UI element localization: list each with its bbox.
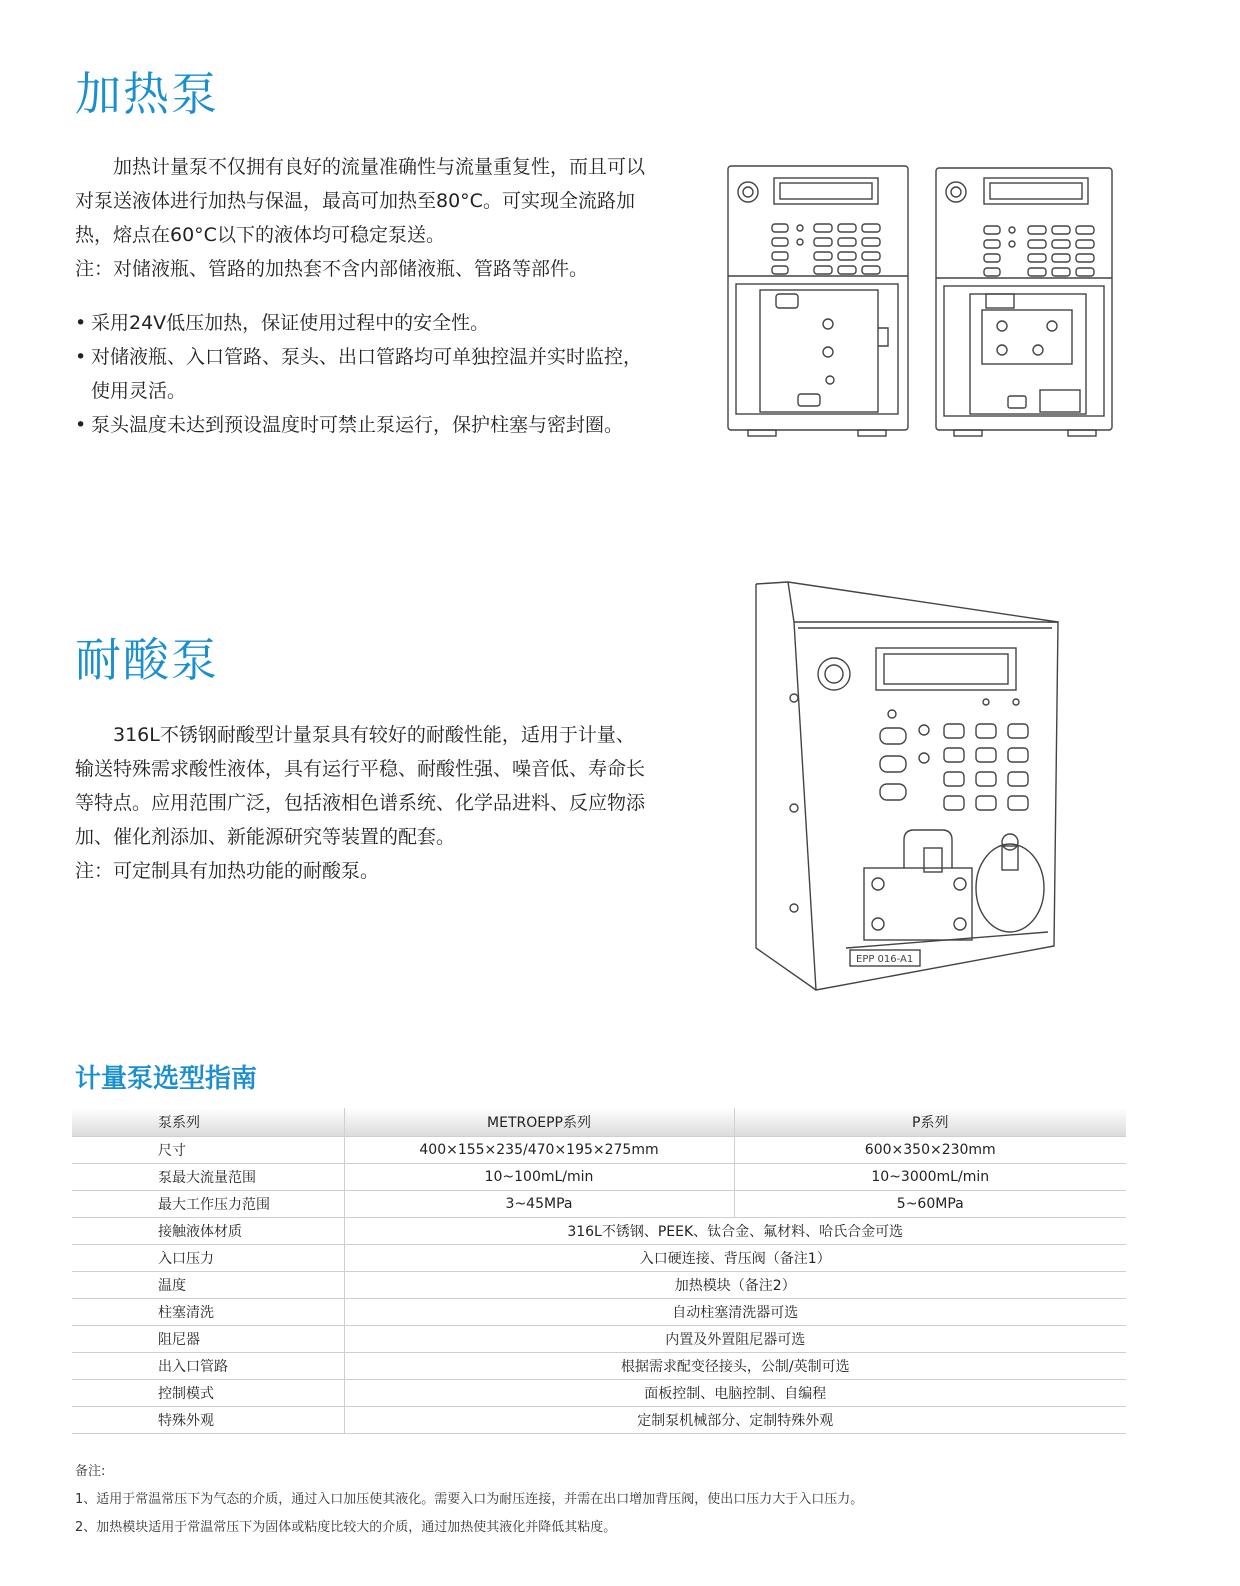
heating-title: 加热泵 <box>75 67 219 121</box>
acid-note: 注：可定制具有加热功能的耐酸泵。 <box>75 860 380 882</box>
row-label: 尺寸 <box>72 1136 344 1163</box>
acid-title: 耐酸泵 <box>75 633 219 687</box>
table-cell: 5~60MPa <box>734 1190 1126 1217</box>
acid-pump-illustration <box>748 578 1068 996</box>
model-plate: EPP 016-A1 <box>856 954 914 965</box>
heating-para: 加热计量泵不仅拥有良好的流量准确性与流量重复性，而且可以对泵送液体进行加热与保温，最高可加热至80°C。可实现全流路加热，熔点在60°C以下的液体均可稳定泵送。 <box>75 156 646 246</box>
row-label: 入口压力 <box>72 1244 344 1271</box>
column-header: 泵系列 <box>72 1108 344 1136</box>
table-row <box>72 1352 1126 1379</box>
note-item: 2、加热模块适用于常温常压下为固体或粘度比较大的介质，通过加热使其液化并降低其粘度。 <box>75 1520 617 1535</box>
table-cell: 316L不锈钢、PEEK、钛合金、氟材料、哈氏合金可选 <box>344 1217 1126 1244</box>
row-label: 控制模式 <box>72 1379 344 1406</box>
table-row <box>72 1217 1126 1244</box>
row-label: 特殊外观 <box>72 1406 344 1433</box>
table-cell: 3~45MPa <box>344 1190 734 1217</box>
heating-bullets <box>75 306 650 442</box>
acid-description <box>75 718 645 888</box>
row-label: 出入口管路 <box>72 1352 344 1379</box>
row-label: 泵最大流量范围 <box>72 1163 344 1190</box>
heating-description <box>75 150 645 286</box>
table-cell: 加热模块（备注2） <box>344 1271 1126 1298</box>
acid-para: 316L不锈钢耐酸型计量泵具有较好的耐酸性能，适用于计量、输送特殊需求酸性液体，具有运行平稳、耐酸性强、噪音低、寿命长等特点。应用范围广泛，包括液相色谱系统、化学品进料、反应物添加、催化剂添加、新能源研究等装置的配套。 <box>75 724 646 848</box>
table-cell: 根据需求配变径接头，公制/英制可选 <box>344 1352 1126 1379</box>
selection-table <box>72 1108 1126 1434</box>
guide-title: 计量泵选型指南 <box>75 1064 258 1094</box>
table-cell: 面板控制、电脑控制、自编程 <box>344 1379 1126 1406</box>
heating-pump-illustration <box>722 160 1122 440</box>
row-label: 温度 <box>72 1271 344 1298</box>
pump-head <box>864 830 1044 940</box>
notes-title: 备注: <box>75 1464 106 1479</box>
table-cell: 10~100mL/min <box>344 1163 734 1190</box>
row-label: 最大工作压力范围 <box>72 1190 344 1217</box>
table-row <box>72 1163 1126 1190</box>
table-row <box>72 1244 1126 1271</box>
list-item: • 对储液瓶、入口管路、泵头、出口管路均可单独控温并实时监控，使用灵活。 <box>75 340 650 408</box>
list-item: • 采用24V低压加热，保证使用过程中的安全性。 <box>75 306 650 340</box>
table-row <box>72 1136 1126 1163</box>
table-row <box>72 1325 1126 1352</box>
row-label: 接触液体材质 <box>72 1217 344 1244</box>
table-row <box>72 1379 1126 1406</box>
pump-unit-right <box>936 168 1112 436</box>
table-cell: 600×350×230mm <box>734 1136 1126 1163</box>
table-cell: 定制泵机械部分、定制特殊外观 <box>344 1406 1126 1433</box>
table-cell: 入口硬连接、背压阀（备注1） <box>344 1244 1126 1271</box>
table-cell: 10~3000mL/min <box>734 1163 1126 1190</box>
table-cell: 内置及外置阻尼器可选 <box>344 1325 1126 1352</box>
table-cell: 自动柱塞清洗器可选 <box>344 1298 1126 1325</box>
heating-note: 注：对储液瓶、管路的加热套不含内部储液瓶、管路等部件。 <box>75 258 589 280</box>
keypad <box>772 224 880 274</box>
pump-unit-left <box>728 166 908 436</box>
table-row <box>72 1190 1126 1217</box>
table-row <box>72 1271 1126 1298</box>
column-header: P系列 <box>734 1108 1126 1136</box>
table-row <box>72 1406 1126 1433</box>
column-header: METROEPP系列 <box>344 1108 734 1136</box>
list-item: • 泵头温度未达到预设温度时可禁止泵运行，保护柱塞与密封圈。 <box>75 408 650 442</box>
row-label: 阻尼器 <box>72 1325 344 1352</box>
note-item: 1、适用于常温常压下为气态的介质，通过入口加压使其液化。需要入口为耐压连接，并需在出口增加背压阀，使出口压力大于入口压力。 <box>75 1492 864 1507</box>
table-cell: 400×155×235/470×195×275mm <box>344 1136 734 1163</box>
table-header-row <box>72 1108 1126 1136</box>
notes <box>75 1458 863 1542</box>
row-label: 柱塞清洗 <box>72 1298 344 1325</box>
table-row <box>72 1298 1126 1325</box>
keypad <box>880 699 1028 810</box>
